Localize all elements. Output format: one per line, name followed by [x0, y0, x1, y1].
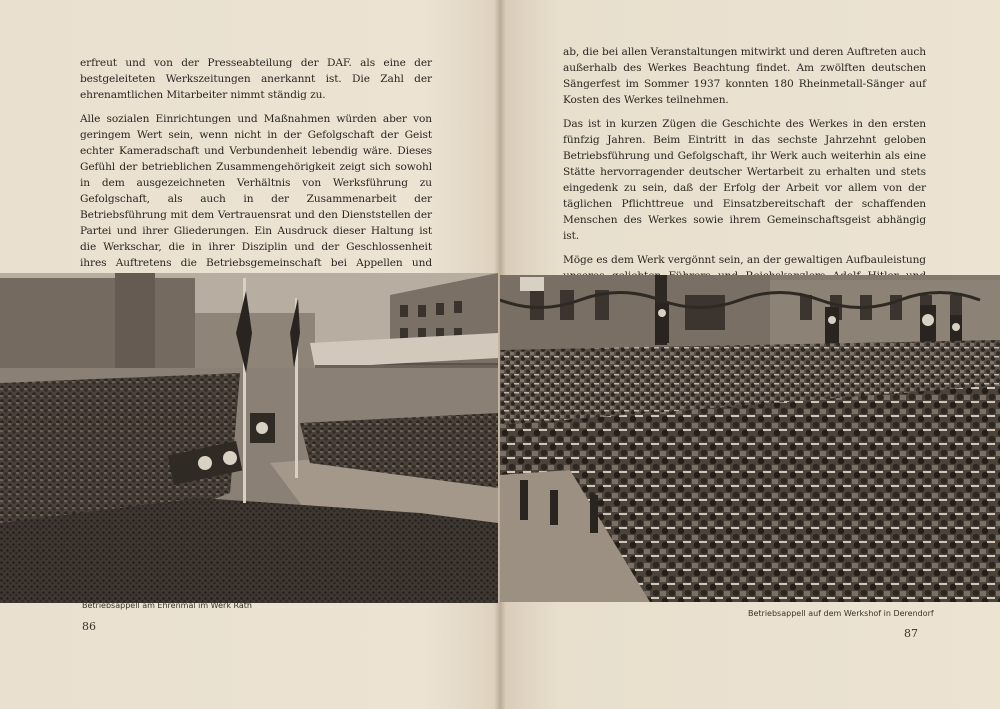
photo-roll-call-memorial	[0, 273, 498, 603]
left-photo-caption: Betriebsappell am Ehrenmal im Werk Rath	[82, 601, 253, 610]
left-page-number: 86	[82, 620, 96, 633]
right-paragraph-2: Das ist in kurzen Zügen die Geschichte des Werkes in den ersten fünfzig Jahren. Beim Eintritt in das sechste Jahrzehnt geloben Betriebsführung und Gefolgschaft, ihr Werk auch weiterhin als eine Stätte hervorragender deutscher Wertarbeit zu erhalten und stets eingedenk zu sein, daß der Erfolg der Arbeit vor allem von der täglichen Pflichttreue und Einsatzbereitschaft der schaffenden Menschen des Werkes sowie ihrem Gemeinschaftsgeist abhängig ist.	[563, 118, 926, 242]
right-paragraph-1: ab, die bei allen Veranstaltungen mitwirkt und deren Auftreten auch außerhalb des Werkes Beachtung findet. Am zwölften deutschen Sängerfest im Sommer 1937 konnten 180 Rheinmetall-Sänger auf Kosten des Werkes teilnehmen.	[563, 46, 926, 106]
right-paragraph-3: Möge es dem Werk vergönnt sein, an der gewaltigen Aufbauleistung	[563, 254, 926, 266]
left-paragraph-2: Alle sozialen Einrichtungen und Maßnahmen würden aber von geringem Wert sein, wenn nicht in der Gefolgschaft der Geist echter Kameradschaft und Verbundenheit lebendig wäre. Dieses Gefühl der betrieblichen Zusammengehörigkeit zeigt sich sowohl in dem ausgezeichneten Verhältnis von Werksführung zu Gefolgschaft, als auch in der Zusammenarbeit der Betriebsführung mit dem Vertrauensrat und den Dienststellen der Partei und ihrer Gliederungen. Ein Ausdruck dieser Haltung ist die Werkschar, die in ihrer Disziplin und der Geschlossenheit ihres Auftretens die Betriebsgemeinschaft bei Appellen und	[80, 113, 432, 269]
left-paragraph-1: erfreut und von der Presseabteilung der DAF. als eine der bestgeleiteten Werkszeitungen anerkannt ist. Die Zahl der ehrenamtlichen Mitarbeiter nimmt ständig zu.	[80, 57, 432, 101]
right-photo-caption: Betriebsappell auf dem Werkshof in Derendorf	[748, 609, 934, 618]
right-page-number: 87	[904, 627, 918, 640]
photo-roll-call-works-yard	[500, 275, 1000, 602]
